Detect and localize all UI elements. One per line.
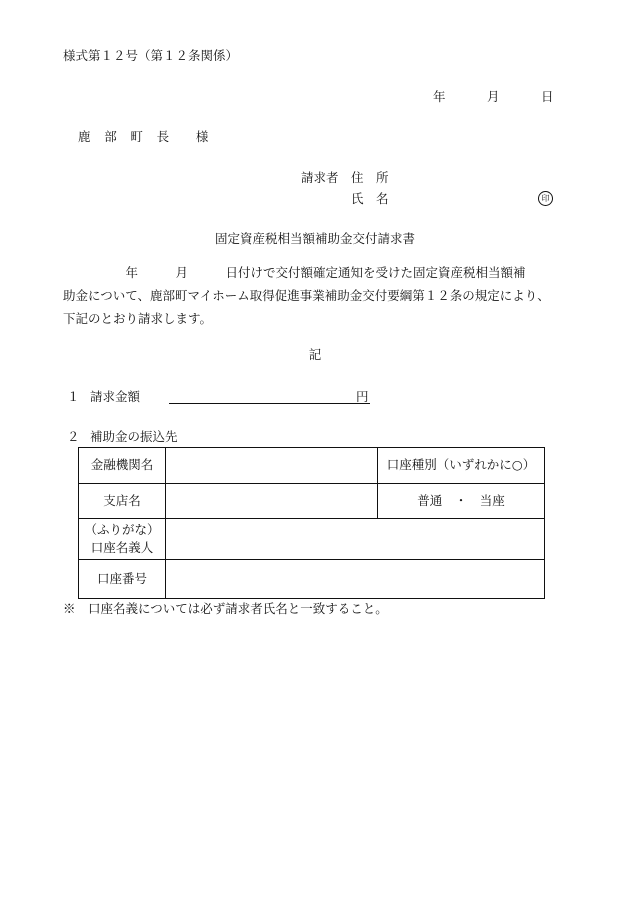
table-row bbox=[79, 519, 545, 560]
form-number: 様式第１２号（第１２条関係） bbox=[63, 48, 239, 63]
document-title: 固定資産税相当額補助金交付請求書 bbox=[214, 231, 415, 246]
table-row bbox=[79, 484, 545, 519]
furigana-label: （ふりがな） bbox=[84, 521, 160, 537]
account-number-field[interactable] bbox=[166, 560, 545, 599]
account-holder-label: 口座名義人 bbox=[90, 540, 154, 555]
account-type-options[interactable]: 普通 ・ 当座 bbox=[378, 484, 545, 519]
item-1-number: １ bbox=[67, 389, 80, 404]
institution-label: 金融機関名 bbox=[79, 448, 166, 484]
item-2-label: 補助金の振込先 bbox=[90, 429, 178, 444]
account-type-label: 口座種別（いずれかに○） bbox=[378, 448, 545, 484]
amount-input-line[interactable] bbox=[169, 403, 370, 404]
date-year-label: 年 bbox=[433, 89, 446, 104]
applicant-address-label: 請求者 住 所 bbox=[301, 170, 389, 185]
ki-heading: 記 bbox=[308, 347, 322, 362]
seal-mark: 印 bbox=[538, 191, 553, 206]
applicant-name-label: 氏 名 bbox=[351, 191, 389, 206]
table-row bbox=[79, 560, 545, 599]
account-number-label: 口座番号 bbox=[79, 560, 166, 599]
body-line-1: 年 月 日付けで交付額確定通知を受けた固定資産税相当額補 bbox=[63, 265, 526, 280]
account-name-note: ※ 口座名義については必ず請求者氏名と一致すること。 bbox=[63, 601, 388, 616]
yen-unit: 円 bbox=[356, 389, 369, 404]
institution-field[interactable] bbox=[166, 448, 378, 484]
addressee: 鹿 部 町 長 様 bbox=[78, 129, 210, 144]
body-line-2: 助金について、鹿部町マイホーム取得促進事業補助金交付要綱第１２条の規定により、 bbox=[63, 288, 550, 303]
item-1-label: 請求金額 bbox=[90, 389, 141, 404]
branch-label: 支店名 bbox=[79, 484, 166, 519]
table-row bbox=[79, 448, 545, 484]
body-line-3: 下記のとおり請求します。 bbox=[63, 311, 213, 326]
holder-label-cell bbox=[79, 519, 166, 560]
account-holder-field[interactable] bbox=[166, 519, 545, 560]
branch-field[interactable] bbox=[166, 484, 378, 519]
item-2-number: ２ bbox=[67, 429, 80, 444]
bank-transfer-table bbox=[78, 447, 545, 599]
date-day-label: 日 bbox=[541, 89, 554, 104]
date-month-label: 月 bbox=[487, 89, 500, 104]
